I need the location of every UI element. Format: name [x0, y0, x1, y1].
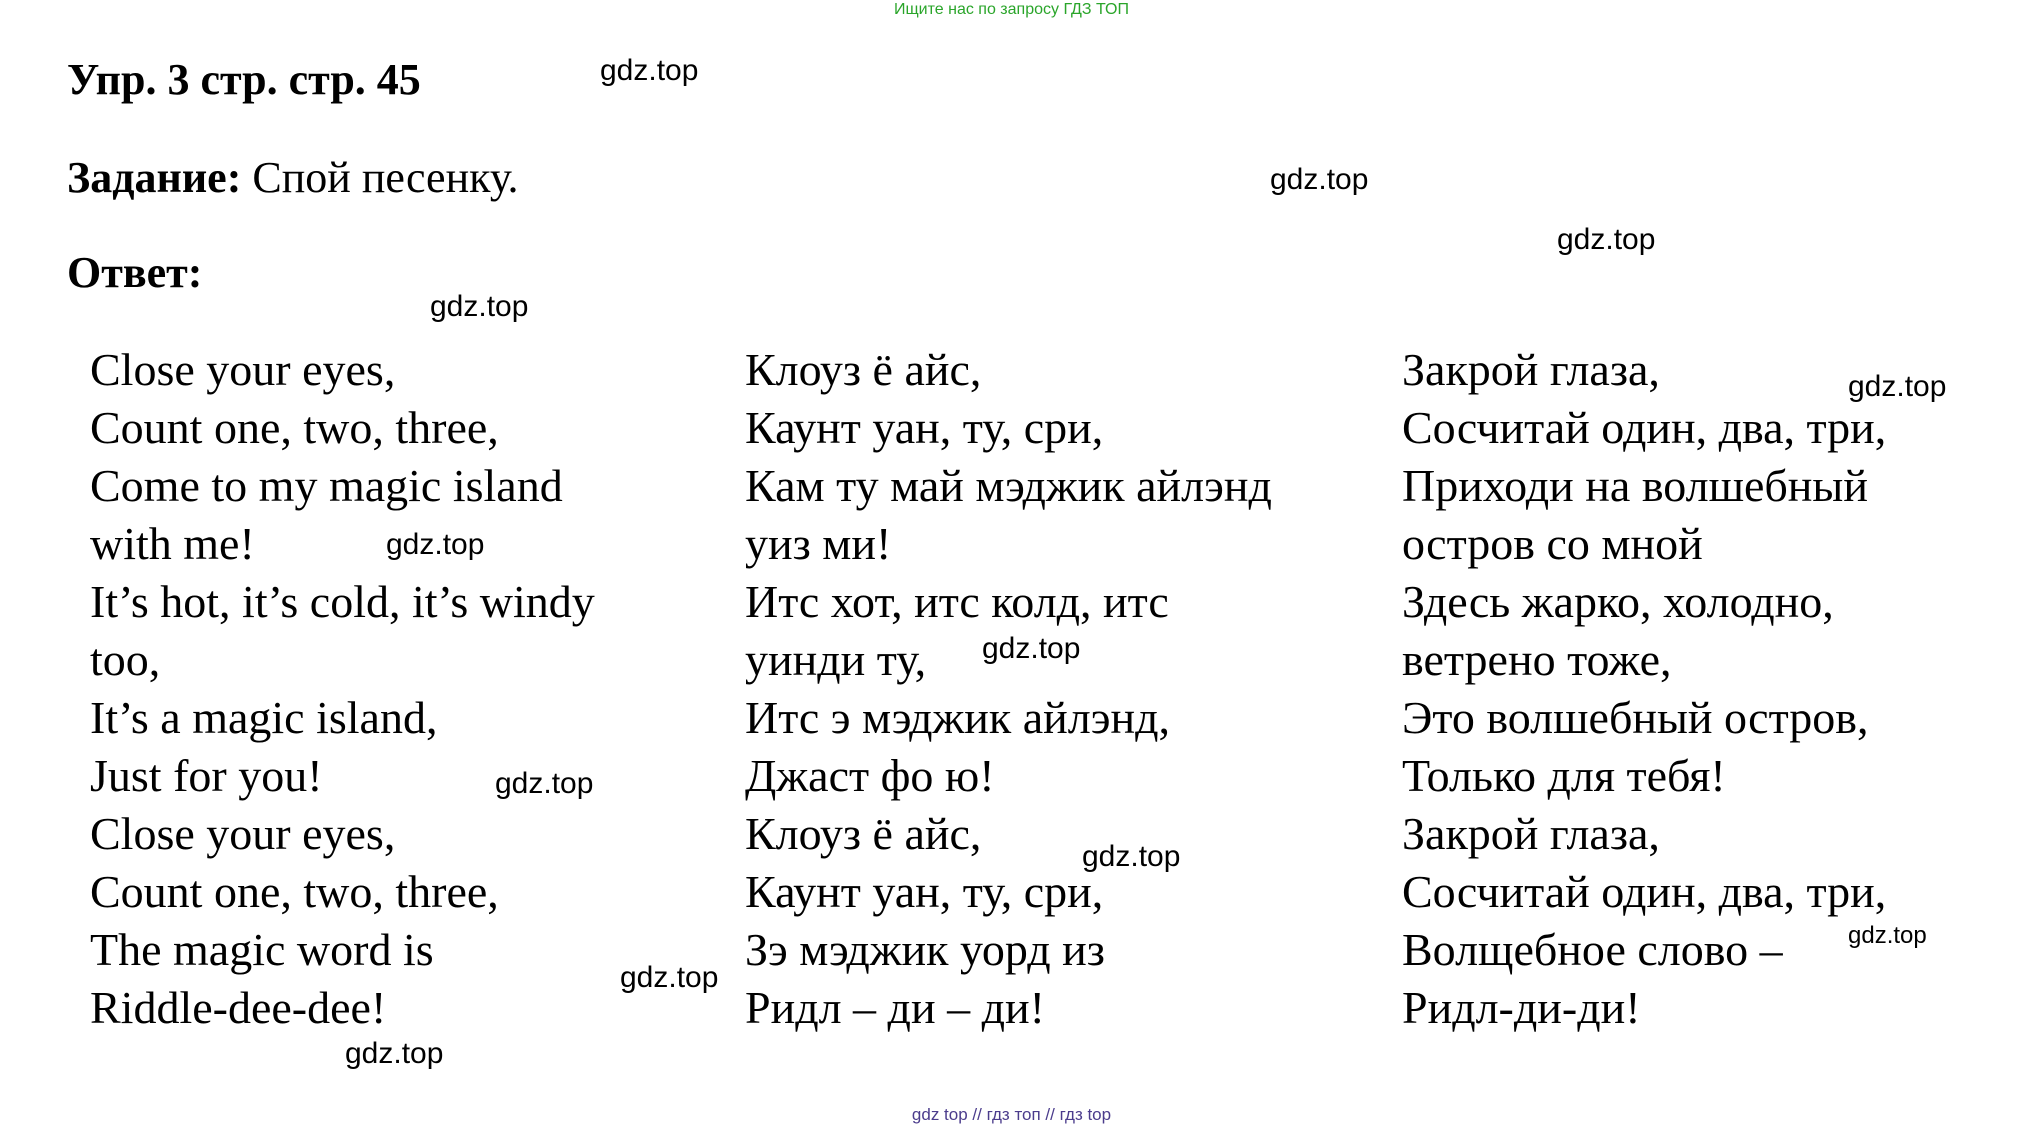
translation-line: Только для тебя! — [1402, 750, 1726, 801]
watermark: gdz.top — [1848, 370, 1947, 403]
translation-line: Сосчитай один, два, три, — [1402, 866, 1887, 917]
english-line: Close your eyes, — [90, 344, 396, 395]
transcription-line: Кам ту май мэджик айлэнд — [745, 460, 1272, 511]
translation-line: ветрено тоже, — [1402, 634, 1672, 685]
watermark: gdz.top — [600, 54, 699, 87]
watermark: gdz.top — [345, 1037, 444, 1070]
english-column — [90, 341, 595, 1037]
translation-line: Сосчитай один, два, три, — [1402, 402, 1887, 453]
watermark: gdz.top — [1848, 922, 1927, 949]
english-line: Close your eyes, — [90, 808, 396, 859]
translation-line: остров со мной — [1402, 518, 1703, 569]
task-row — [67, 152, 518, 204]
transcription-line: Итс хот, итс колд, итс — [745, 576, 1169, 627]
translation-line: Волщебное слово – — [1402, 924, 1783, 975]
footer: gdz top // гдз топ // гдз top — [911, 1105, 1112, 1124]
english-line: Riddle-dee-dee! — [90, 982, 387, 1033]
translation-line: Закрой глаза, — [1402, 344, 1660, 395]
english-line: The magic word is — [90, 924, 434, 975]
watermark: gdz.top — [1082, 840, 1181, 873]
task-label: Задание: — [67, 153, 242, 202]
top-banner: Ищите нас по запросу ГДЗ ТОП — [894, 1, 1129, 18]
watermark: gdz.top — [495, 767, 594, 800]
answer-label: Ответ: — [67, 248, 203, 297]
watermark: gdz.top — [1557, 223, 1656, 256]
english-line: Count one, two, three, — [90, 402, 499, 453]
english-line: too, — [90, 634, 161, 685]
english-line: Just for you! — [90, 750, 323, 801]
task-text: Спой песенку. — [252, 153, 519, 202]
transcription-line: Клоуз ё айс, — [745, 344, 982, 395]
transcription-line: уиз ми! — [745, 518, 892, 569]
transcription-line: Ридл – ди – ди! — [745, 982, 1045, 1033]
watermark: gdz.top — [1270, 163, 1369, 196]
translation-column — [1402, 341, 1886, 1037]
watermark: gdz.top — [430, 290, 529, 323]
transcription-line: Клоуз ё айс, — [745, 808, 982, 859]
page-title: Упр. 3 стр. стр. 45 — [67, 55, 421, 104]
translation-line: Здесь жарко, холодно, — [1402, 576, 1834, 627]
transcription-line: уинди ту, — [745, 634, 927, 685]
watermark: gdz.top — [620, 961, 719, 994]
transcription-line: Каунт уан, ту, сри, — [745, 402, 1104, 453]
transcription-line: Джаст фо ю! — [745, 750, 995, 801]
transcription-line: Каунт уан, ту, сри, — [745, 866, 1104, 917]
english-line: Count one, two, three, — [90, 866, 499, 917]
watermark: gdz.top — [982, 632, 1081, 665]
translation-line: Ридл-ди-ди! — [1402, 982, 1641, 1033]
translation-line: Закрой глаза, — [1402, 808, 1660, 859]
translation-line: Это волшебный остров, — [1402, 692, 1869, 743]
transcription-line: Итс э мэджик айлэнд, — [745, 692, 1170, 743]
transcription-line: Зэ мэджик уорд из — [745, 924, 1105, 975]
watermark: gdz.top — [386, 528, 485, 561]
english-line: It’s hot, it’s cold, it’s windy — [90, 576, 595, 627]
translation-line: Приходи на волшебный — [1402, 460, 1868, 511]
transcription-column — [745, 341, 1272, 1037]
english-line: Come to my magic island — [90, 460, 563, 511]
english-line: It’s a magic island, — [90, 692, 438, 743]
english-line: with me! — [90, 518, 255, 569]
